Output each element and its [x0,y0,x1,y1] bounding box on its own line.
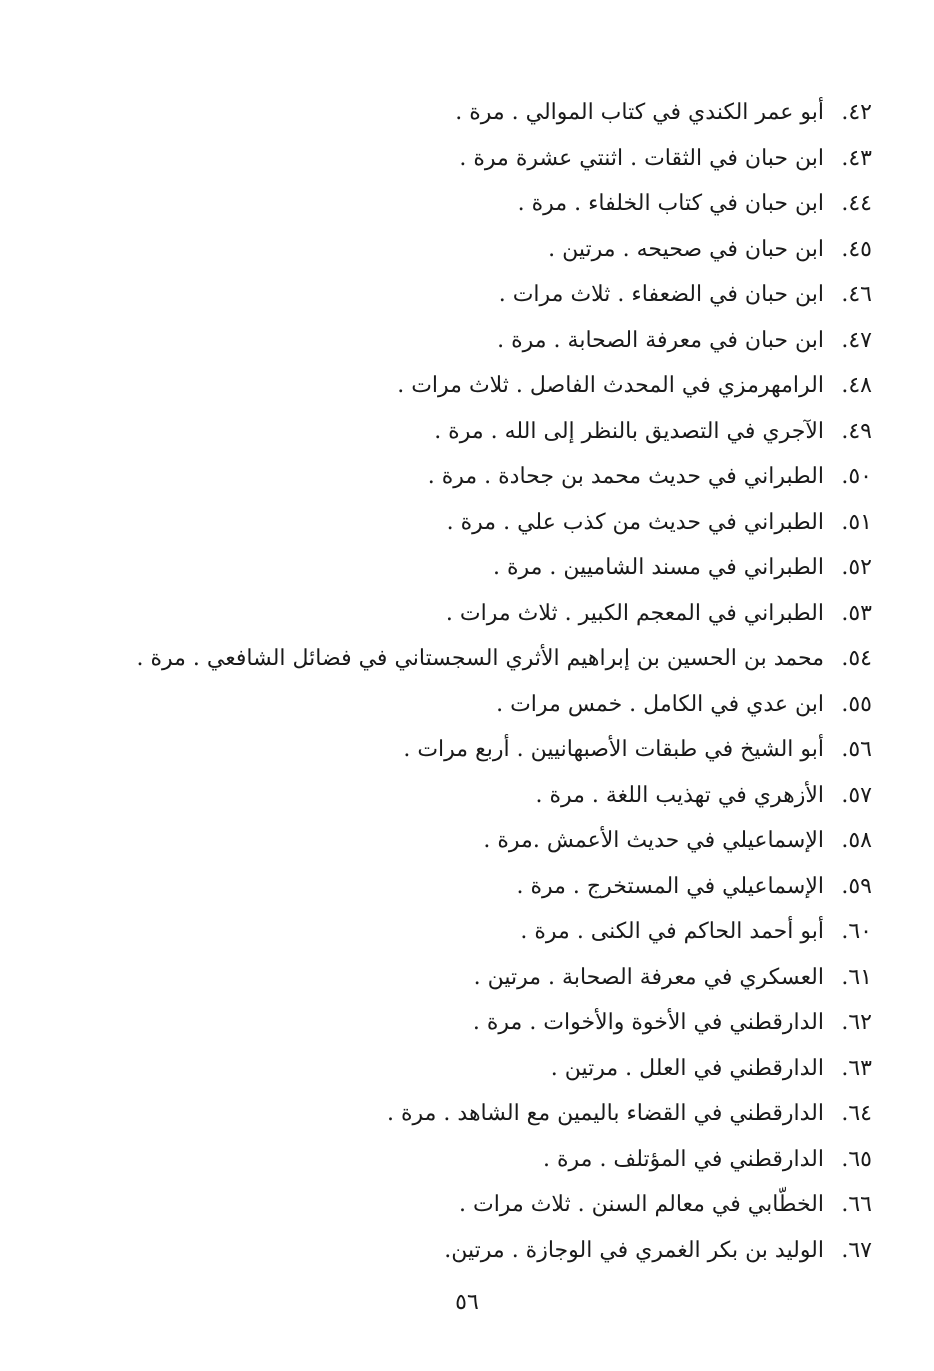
list-item [112,318,872,364]
list-item [112,727,872,773]
item-text: ابن حبان في الضعفاء . ثلاث مرات . [498,282,824,307]
item-text: العسكري في معرفة الصحابة . مرتين . [473,964,824,990]
item-text: الدارقطني في القضاء باليمين مع الشاهد . مرة . [386,1101,824,1126]
item-number: ٤٥. [841,236,872,262]
item-number: ٤٣. [841,145,872,171]
item-number: ٥٣. [841,600,872,626]
item-text: ابن عدي في الكامل . خمس مرات . [496,691,824,717]
item-number: ٤٧. [841,327,872,353]
item-text: ابن حبان في الثقات . اثنتي عشرة مرة . [459,145,824,171]
list-item [112,500,872,546]
item-text: الدارقطني في المؤتلف . مرة . [543,1146,824,1172]
page-number: ٥٦ [455,1290,479,1315]
list-item [112,1137,872,1183]
item-number: ٥٦. [841,737,872,762]
list-item [112,1091,872,1137]
item-number: ٦٦. [841,1192,872,1217]
source-list [112,90,872,1273]
item-number: ٤٦. [841,282,872,307]
item-text: أبو أحمد الحاكم في الكنى . مرة . [520,919,824,944]
list-item [112,227,872,273]
item-number: ٥٠. [841,464,872,489]
item-number: ٦٢. [841,1010,872,1035]
list-item [112,955,872,1001]
list-item [112,136,872,182]
item-text: الطبراني في حديث من كذب علي . مرة . [446,509,824,535]
item-text: الإسماعيلي في المستخرج . مرة . [516,873,824,899]
item-number: ٦٣. [841,1055,872,1081]
item-number: ٦٥. [841,1146,872,1172]
list-item [112,363,872,409]
list-item [112,454,872,500]
item-number: ٦٤. [841,1101,872,1126]
item-text: الرامهرمزي في المحدث الفاصل . ثلاث مرات . [397,373,824,398]
item-number: ٥٧. [841,782,872,808]
item-number: ٤٩. [841,418,872,444]
item-text: الطبراني في حديث محمد بن جحادة . مرة . [427,464,824,489]
list-item [112,409,872,455]
list-item [112,1182,872,1228]
item-text: الإسماعيلي في حديث الأعمش .مرة . [483,828,824,853]
item-number: ٥١. [841,509,872,535]
list-item [112,90,872,136]
list-item [112,545,872,591]
list-item [112,272,872,318]
list-item [112,818,872,864]
item-number: ٥٩. [841,873,872,899]
item-number: ٥٢. [841,555,872,580]
item-text: الطبراني في مسند الشاميين . مرة . [492,555,824,580]
list-item [112,909,872,955]
item-number: ٥٥. [841,691,872,717]
item-number: ٥٤. [841,646,872,671]
list-item [112,636,872,682]
list-item [112,682,872,728]
list-item [112,773,872,819]
item-text: ابن حبان في صحيحه . مرتين . [548,236,824,262]
item-text: أبو الشيخ في طبقات الأصبهانيين . أربع مرات . [403,737,824,762]
item-text: ابن حبان في كتاب الخلفاء . مرة . [517,191,824,216]
list-item [112,1228,872,1274]
item-text: الدارقطني في العلل . مرتين . [550,1055,824,1081]
item-text: ابن حبان في معرفة الصحابة . مرة . [497,327,824,353]
list-item [112,181,872,227]
item-text: الوليد بن بكر الغمري في الوجازة . مرتين. [444,1237,824,1263]
item-text: الخطّابي في معالم السنن . ثلاث مرات . [459,1192,824,1217]
list-item [112,1046,872,1092]
item-number: ٦٧. [841,1237,872,1263]
item-text: الطبراني في المعجم الكبير . ثلاث مرات . [445,600,824,626]
item-text: محمد بن الحسين بن إبراهيم الأثري السجستاني في فضائل الشافعي . مرة . [136,646,824,671]
item-number: ٤٢. [841,100,872,125]
item-text: الدارقطني في الأخوة والأخوات . مرة . [472,1010,824,1035]
item-number: ٥٨. [841,828,872,853]
item-number: ٤٨. [841,373,872,398]
list-item [112,591,872,637]
item-number: ٦١. [841,964,872,990]
list-item [112,864,872,910]
item-number: ٤٤. [841,191,872,216]
item-text: الأزهري في تهذيب اللغة . مرة . [535,782,824,808]
item-number: ٦٠. [841,919,872,944]
list-item [112,1000,872,1046]
item-text: الآجري في التصديق بالنظر إلى الله . مرة . [434,418,824,444]
item-text: أبو عمر الكندي في كتاب الموالي . مرة . [455,100,824,125]
